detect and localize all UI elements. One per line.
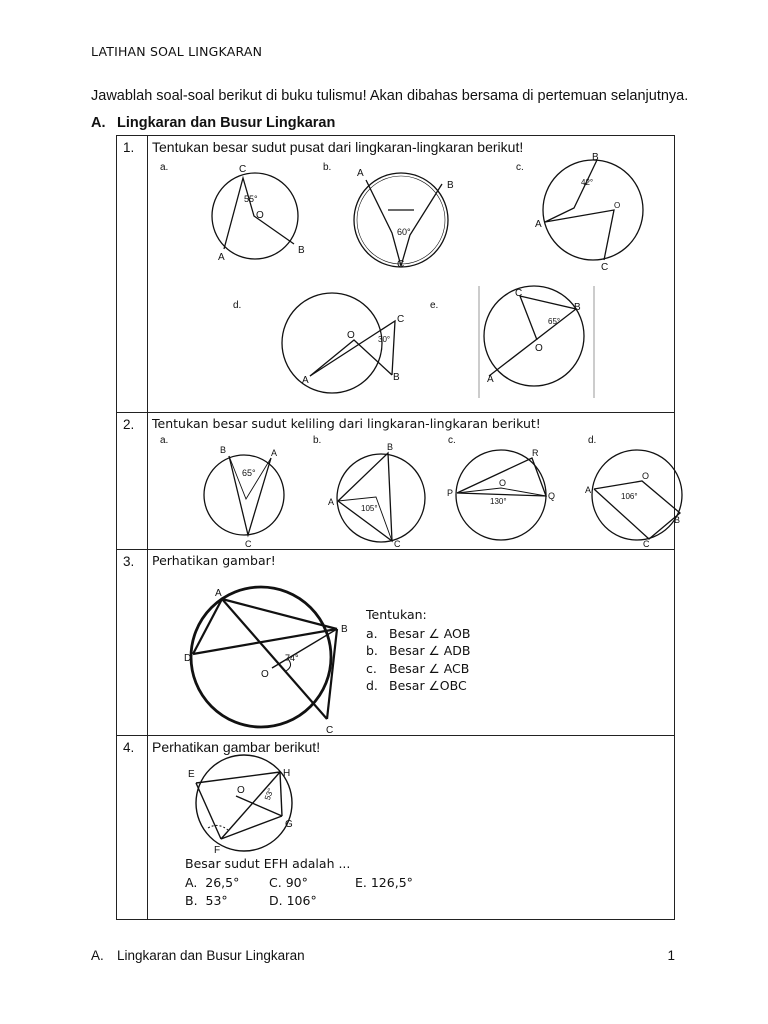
chord-fh [221, 772, 280, 839]
q2-figure-a [160, 435, 284, 549]
chord-lines [545, 160, 614, 260]
point-label: C [601, 262, 609, 273]
question-row-1 [117, 136, 675, 413]
question-body-cell [148, 550, 675, 736]
chord-lines [594, 481, 680, 539]
chord-ef [196, 783, 221, 839]
page-header-title: LATIHAN SOAL LINGKARAN [91, 44, 263, 59]
task-item [366, 625, 470, 643]
question-text: Perhatikan gambar! [152, 553, 276, 568]
point-label: A [487, 374, 494, 385]
question-number-cell [117, 550, 148, 736]
angle-label: 30° [378, 335, 391, 344]
chord-line [222, 599, 327, 719]
point-label: O [642, 471, 650, 481]
chord-fg [221, 816, 282, 839]
task-item [366, 677, 470, 695]
angle-label: 55° [244, 194, 258, 204]
point-label: O [347, 330, 355, 341]
circle-shape [543, 160, 643, 260]
radius-og [236, 796, 282, 816]
point-label: C [245, 539, 252, 549]
point-label: B [220, 445, 227, 455]
question-row-4 [117, 736, 675, 920]
question-number: 1. [123, 140, 135, 155]
point-label: C [326, 725, 334, 736]
point-label: A [302, 375, 309, 386]
page-footer [91, 948, 305, 963]
point-label: E [188, 769, 195, 780]
circle-shape [484, 286, 584, 386]
task-letter: c. [366, 660, 377, 676]
angle-label: 74° [285, 653, 299, 663]
q2-figure-c [447, 435, 555, 540]
figure-label: b. [313, 435, 322, 446]
figure-label: a. [160, 162, 169, 173]
figure-label: c. [448, 435, 456, 446]
q1-figure-b [323, 162, 454, 270]
point-label: H [283, 768, 291, 779]
chord-lines [401, 184, 442, 266]
point-label: B [447, 180, 454, 191]
figure-label: d. [588, 435, 597, 446]
point-label: O [535, 343, 543, 354]
task-item [366, 642, 470, 660]
point-label: O [261, 669, 269, 680]
option-a: A. 26,5° [185, 875, 240, 890]
point-label: D [184, 653, 192, 664]
footer-letter: A. [91, 948, 104, 963]
task-text: Besar ∠OBC [389, 678, 467, 693]
point-label: B [393, 372, 400, 383]
point-label: C [397, 259, 405, 270]
question-number-cell [117, 736, 148, 920]
point-label: A [535, 219, 542, 230]
point-label: F [214, 845, 221, 856]
q1-figure-c [516, 152, 643, 273]
figure-label: a. [160, 435, 169, 446]
point-label: B [298, 245, 305, 256]
figure-label: b. [323, 162, 332, 173]
question-number-cell [117, 136, 148, 413]
question-number-cell [117, 413, 148, 550]
chord-lines [366, 180, 401, 266]
option-c: C. 90° [269, 875, 308, 890]
chord-eh [196, 772, 280, 783]
circle-shape [196, 755, 292, 851]
question-number: 2. [123, 417, 135, 432]
figure-label: e. [430, 300, 439, 311]
chord-lines [338, 453, 392, 541]
chord-line [222, 599, 337, 629]
point-label: B [341, 624, 348, 635]
task-item [366, 660, 470, 678]
q1-figure-e [430, 286, 594, 398]
point-label: C [643, 539, 650, 549]
angle-label: 65° [548, 317, 561, 326]
tasks-block [366, 606, 470, 695]
point-label: B [574, 302, 581, 313]
section-title: Lingkaran dan Busur Lingkaran [117, 115, 336, 131]
angle-label: 105° [361, 504, 378, 513]
circle-shape [337, 454, 425, 542]
mc-question: Besar sudut EFH adalah ... [185, 856, 351, 871]
options-row [185, 892, 413, 910]
task-letter: a. [366, 625, 378, 641]
point-label: A [328, 497, 335, 507]
question-row-3 [117, 550, 675, 736]
question-body-cell [148, 413, 681, 550]
point-label: O [237, 785, 245, 796]
angle-label: 130° [490, 497, 507, 506]
task-letter: d. [366, 678, 378, 693]
questions-table [116, 135, 681, 920]
footer-title: Lingkaran dan Busur Lingkaran [117, 948, 305, 963]
q3-figure [148, 550, 363, 735]
point-label: B [674, 515, 681, 525]
mc-options [185, 874, 413, 909]
point-label: C [394, 539, 401, 549]
q1-figure-d [233, 293, 404, 393]
q1-figures [148, 136, 676, 412]
angle-label: 53° [262, 787, 276, 802]
angle-label: 60° [397, 227, 411, 237]
chord-lines [489, 296, 576, 376]
options-row [185, 874, 413, 892]
point-label: O [499, 478, 507, 488]
task-letter: b. [366, 643, 378, 658]
tasks-title: Tentukan: [366, 607, 427, 622]
circle-shape [354, 173, 448, 267]
option-e: E. 126,5° [355, 875, 413, 890]
circle-shape [191, 587, 331, 727]
question-number: 3. [123, 554, 135, 569]
angle-label: 65° [242, 468, 256, 478]
point-label: C [515, 288, 523, 299]
task-text: Besar ∠ AOB [389, 625, 471, 641]
angle-label: 42° [581, 178, 594, 187]
section-letter: A. [91, 115, 106, 131]
task-text: Besar ∠ ADB [389, 643, 471, 658]
q4-figure [148, 736, 308, 856]
q2-figure-b [313, 435, 425, 549]
point-label: B [592, 152, 599, 163]
circle-shape [282, 293, 382, 393]
q1-figure-a [160, 162, 305, 263]
question-number: 4. [123, 740, 135, 755]
point-label: C [239, 164, 247, 175]
question-text: Perhatikan gambar berikut! [152, 739, 321, 755]
chord-hg [280, 772, 282, 816]
point-label: R [532, 448, 539, 458]
point-label: A [585, 485, 592, 495]
question-body-cell [148, 736, 675, 920]
point-label: Q [548, 491, 556, 501]
question-row-2 [117, 413, 675, 550]
page-number: 1 [667, 948, 675, 963]
option-b: B. 53° [185, 892, 228, 908]
angle-arc [208, 825, 228, 830]
q2-figures [148, 413, 681, 549]
angle-label: 106° [621, 492, 638, 501]
point-label: C [397, 314, 405, 325]
question-text: Tentukan besar sudut keliling dari lingkaran-lingkaran berikut! [152, 416, 541, 431]
option-d: D. 106° [269, 892, 317, 908]
point-label: A [271, 448, 278, 458]
task-text: Besar ∠ ACB [389, 660, 470, 676]
point-label: O [256, 210, 264, 221]
instruction-text: Jawablah soal-soal berikut di buku tulismu! Akan dibahas bersama di pertemuan selanjutnya. [91, 88, 689, 104]
q2-figure-d [585, 435, 682, 549]
point-label: B [387, 442, 394, 452]
point-label: O [614, 201, 621, 210]
point-label: A [215, 588, 222, 599]
figure-label: c. [516, 162, 524, 173]
point-label: P [447, 488, 454, 498]
point-label: G [285, 819, 293, 830]
question-text: Tentukan besar sudut pusat dari lingkaran-lingkaran berikut! [152, 139, 524, 155]
figure-label: d. [233, 300, 242, 311]
question-body-cell [148, 136, 675, 413]
point-label: A [357, 168, 364, 179]
point-label: A [218, 252, 225, 263]
section-heading [91, 115, 335, 131]
